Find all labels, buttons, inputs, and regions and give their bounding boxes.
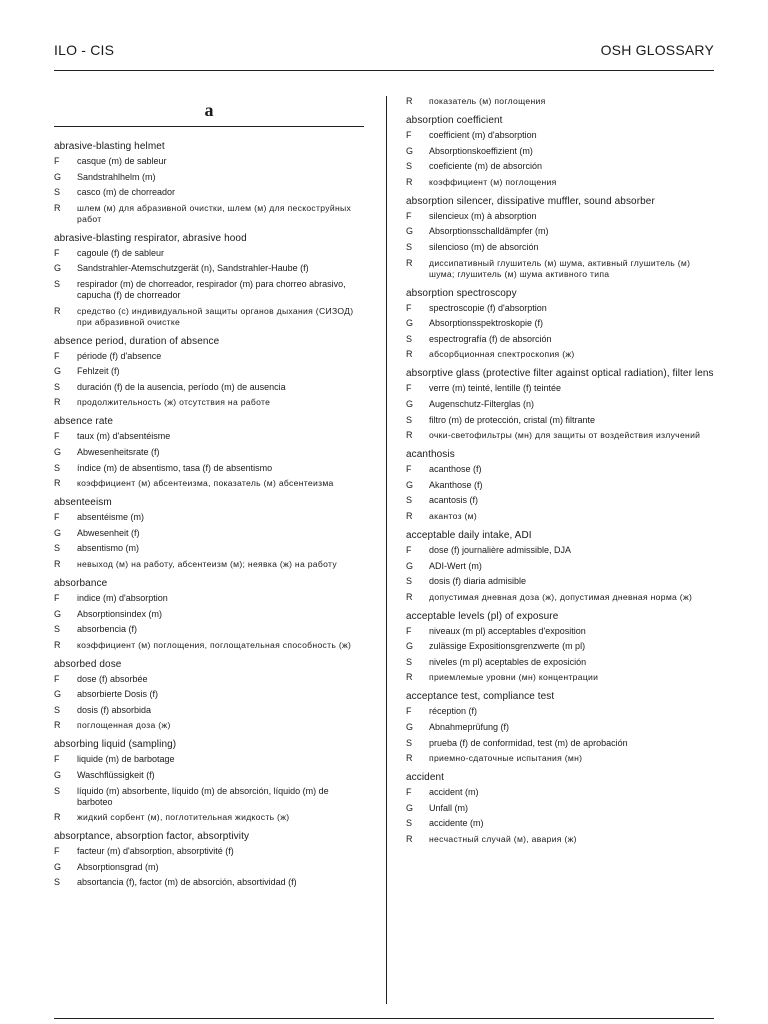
translation-text: coeficiente (m) de absorción: [429, 161, 543, 172]
language-code: S: [406, 495, 413, 506]
translation-row: [406, 722, 716, 733]
translation-text: несчастный случай (м), авария (ж): [429, 834, 577, 845]
language-code: F: [54, 846, 60, 857]
translation-text: réception (f): [429, 706, 478, 717]
translation-text: acanthose (f): [429, 464, 482, 475]
language-code: F: [406, 544, 412, 555]
translation-text: ADI-Wert (m): [429, 560, 482, 571]
glossary-entry: [406, 690, 716, 764]
language-code: R: [406, 96, 413, 106]
glossary-entry: [54, 496, 364, 570]
translation-text: Fehlzeit (f): [77, 366, 120, 377]
language-code: G: [54, 608, 62, 619]
translation-text: dose (f) absorbée: [77, 673, 148, 684]
translation-text: коэффициент (м) поглощения, поглощательная способность (ж): [77, 639, 352, 650]
right-column: [406, 96, 716, 1000]
translation-row: [406, 576, 716, 587]
translation-text: cagoule (f) de sableur: [77, 247, 165, 258]
translation-text: Sandstrahlhelm (m): [77, 171, 156, 182]
translation-row: [54, 528, 364, 539]
language-code: R: [406, 257, 413, 268]
translation-row: [54, 846, 364, 857]
translation-row: [54, 463, 364, 474]
translation-text: zulässige Expositionsgrenzwerte (m pl): [429, 641, 586, 652]
left-entries: [54, 140, 364, 888]
translation-text: очки-светофильтры (мн) для защиты от воздействия излучений: [429, 430, 701, 441]
language-code: R: [406, 672, 413, 683]
translation-text: Absorptionsschalldämpfer (m): [429, 226, 549, 237]
language-code: R: [54, 720, 61, 731]
translation-row: [406, 706, 716, 717]
language-code: F: [54, 431, 60, 442]
translation-text: casque (m) de sableur: [77, 156, 167, 166]
language-code: G: [54, 527, 62, 538]
section-letter: a: [54, 96, 364, 127]
entry-term: absenteeism: [54, 497, 112, 509]
entry-term: absorbance: [54, 577, 108, 589]
translation-text: Akanthose (f): [429, 479, 483, 490]
translation-row: [406, 511, 716, 522]
language-code: S: [54, 785, 61, 796]
language-code: S: [406, 333, 413, 344]
translation-row: [406, 738, 716, 749]
language-code: F: [54, 350, 60, 361]
entry-term: absence period, duration of absence: [54, 335, 220, 347]
glossary-entry: [406, 529, 716, 603]
translation-text: средство (с) индивидуальной защиты органов дыхания (СИЗОД) при абразивной очистке: [77, 305, 354, 327]
glossary-entry: [54, 658, 364, 732]
translation-text: filtro (m) de protección, cristal (m) filtrante: [429, 414, 596, 425]
language-code: F: [54, 592, 60, 603]
translation-text: respirador (m) de chorreador, respirador (m) para chorreo abrasivo, capucha (f) de chorreador: [77, 278, 346, 300]
language-code: G: [54, 366, 62, 377]
translation-row: [54, 248, 364, 259]
glossary-entry: [54, 830, 364, 888]
language-code: G: [406, 145, 414, 156]
glossary-entry: [406, 195, 716, 280]
translation-text: Unfall (m): [429, 802, 469, 813]
language-code: R: [406, 176, 413, 187]
translation-text: dose (f) journalière admissible, DJA: [429, 544, 572, 555]
translation-row: [54, 187, 364, 198]
language-code: G: [54, 861, 62, 872]
translation-row: [54, 812, 364, 823]
language-code: S: [406, 656, 413, 667]
translation-row: [406, 399, 716, 410]
glossary-entry: [54, 335, 364, 409]
language-code: S: [54, 543, 61, 554]
translation-text: acantosis (f): [429, 495, 479, 506]
glossary-entry: [406, 96, 716, 107]
translation-row: [406, 641, 716, 652]
glossary-entry: [54, 738, 364, 823]
translation-row: [406, 96, 716, 107]
translation-text: taux (m) d'absentéisme: [77, 431, 171, 442]
translation-row: [406, 753, 716, 764]
entry-term: absorption silencer, dissipative muffler, sound absorber: [406, 195, 655, 207]
translation-row: [54, 431, 364, 442]
translation-row: [54, 351, 364, 362]
translation-text: продолжительность (ж) отсутствия на работе: [77, 397, 271, 408]
glossary-entry: [54, 232, 364, 328]
translation-row: [54, 397, 364, 408]
translation-row: [406, 495, 716, 506]
language-code: S: [406, 414, 413, 425]
entry-term: absorption coefficient: [406, 115, 503, 126]
language-code: S: [54, 624, 61, 635]
translation-text: coefficient (m) d'absorption: [429, 130, 537, 140]
language-code: R: [54, 397, 61, 408]
language-code: G: [54, 263, 62, 274]
translation-text: prueba (f) de conformidad, test (m) de aprobación: [429, 737, 628, 748]
language-code: G: [54, 171, 62, 182]
translation-row: [406, 657, 716, 668]
glossary-entry: [406, 367, 716, 441]
translation-text: silencieux (m) à absorption: [429, 210, 537, 221]
translation-row: [54, 689, 364, 700]
header-title: OSH GLOSSARY: [600, 42, 714, 58]
translation-row: [54, 279, 364, 301]
language-code: G: [406, 318, 414, 329]
language-code: R: [406, 510, 413, 521]
translation-row: [54, 705, 364, 716]
language-code: G: [54, 689, 62, 700]
language-code: F: [54, 156, 60, 166]
translation-row: [54, 674, 364, 685]
translation-row: [54, 720, 364, 731]
translation-text: Absorptionsgrad (m): [77, 861, 159, 872]
translation-text: Absorptionskoeffizient (m): [429, 145, 533, 156]
translation-row: [406, 480, 716, 491]
translation-row: [406, 672, 716, 683]
translation-text: Waschflüssigkeit (f): [77, 770, 155, 781]
language-code: F: [54, 754, 60, 765]
translation-text: líquido (m) absorbente, líquido (m) de absorción, líquido (m) de barboteo: [77, 785, 329, 807]
translation-text: espectrografía (f) de absorción: [429, 333, 552, 344]
translation-text: приемно-сдаточные испытания (мн): [429, 753, 583, 764]
translation-text: facteur (m) d'absorption, absorptivité (f): [77, 846, 234, 857]
translation-text: жидкий сорбент (м), поглотительная жидкость (ж): [77, 812, 290, 823]
translation-text: indice (m) d'absorption: [77, 592, 168, 603]
column-divider: [386, 96, 387, 1004]
translation-row: [54, 559, 364, 570]
translation-text: absorbencia (f): [77, 624, 138, 635]
translation-row: [54, 770, 364, 781]
translation-row: [54, 156, 364, 167]
entry-term: absorbed dose: [54, 658, 122, 670]
translation-row: [54, 624, 364, 635]
translation-row: [54, 172, 364, 183]
entry-term: abrasive-blasting helmet: [54, 141, 165, 152]
translation-text: liquide (m) de barbotage: [77, 754, 175, 765]
translation-text: невыход (м) на работу, абсентеизм (м); неявка (ж) на работу: [77, 558, 337, 569]
translation-text: niveles (m pl) aceptables de exposición: [429, 656, 587, 667]
translation-text: verre (m) teinté, lentille (f) teintée: [429, 383, 562, 394]
language-code: F: [406, 625, 412, 636]
entry-term: absence rate: [54, 416, 114, 428]
language-code: G: [406, 226, 414, 237]
language-code: G: [54, 770, 62, 781]
translation-row: [406, 349, 716, 360]
translation-text: Abwesenheit (f): [77, 527, 140, 538]
language-code: S: [54, 278, 61, 289]
entry-term: acceptable daily intake, ADI: [406, 529, 532, 541]
language-code: F: [54, 247, 60, 258]
translation-row: [54, 609, 364, 620]
translation-text: dosis (f) absorbida: [77, 704, 152, 715]
entry-term: absorbing liquid (sampling): [54, 739, 177, 751]
language-code: R: [54, 558, 61, 569]
translation-text: accidente (m): [429, 818, 484, 829]
translation-row: [54, 447, 364, 458]
translation-text: акантоз (м): [429, 510, 478, 521]
language-code: G: [406, 641, 414, 652]
translation-text: niveaux (m pl) acceptables d'exposition: [429, 625, 586, 636]
language-code: F: [406, 210, 412, 221]
language-code: G: [406, 479, 414, 490]
translation-text: Sandstrahler-Atemschutzgerät (n), Sandstrahler-Haube (f): [77, 263, 309, 274]
translation-row: [406, 226, 716, 237]
translation-row: [54, 263, 364, 274]
language-code: G: [406, 802, 414, 813]
language-code: G: [406, 560, 414, 571]
glossary-entry: [406, 771, 716, 845]
translation-row: [406, 242, 716, 253]
language-code: F: [406, 383, 412, 394]
translation-text: шлем (м) для абразивной очистки, шлем (м) для пескоструйных работ: [77, 202, 352, 224]
language-code: F: [406, 302, 412, 313]
language-code: F: [54, 512, 60, 523]
translation-row: [406, 430, 716, 441]
translation-text: абсорбционная спектроскопия (ж): [429, 349, 575, 360]
translation-row: [54, 862, 364, 873]
glossary-entry: [406, 287, 716, 361]
glossary-entry: [54, 415, 364, 489]
entry-term: absorption spectroscopy: [406, 287, 517, 299]
language-code: F: [406, 464, 412, 475]
language-code: G: [54, 446, 62, 457]
translation-row: [406, 464, 716, 475]
language-code: F: [406, 706, 412, 717]
translation-row: [406, 834, 716, 845]
translation-row: [406, 803, 716, 814]
translation-text: índice (m) de absentismo, tasa (f) de absentismo: [77, 462, 273, 473]
language-code: G: [406, 722, 414, 733]
translation-row: [406, 561, 716, 572]
translation-row: [406, 415, 716, 426]
translation-text: dosis (f) diaria admisible: [429, 576, 527, 587]
language-code: S: [54, 462, 61, 473]
translation-text: диссипативный глушитель (м) шума, активный глушитель (м) шума; глушитель (м) шума активного типа: [429, 257, 691, 279]
glossary-entry: [54, 577, 364, 651]
language-code: S: [406, 161, 413, 172]
translation-row: [406, 318, 716, 329]
language-code: S: [406, 241, 413, 252]
translation-text: silencioso (m) de absorción: [429, 241, 539, 252]
translation-text: приемлемые уровни (мн) концентрации: [429, 672, 599, 683]
language-code: S: [54, 381, 61, 392]
translation-text: показатель (м) поглощения: [429, 96, 546, 106]
language-code: F: [406, 130, 412, 140]
translation-text: Abnahmeprüfung (f): [429, 722, 510, 733]
glossary-entry: [406, 448, 716, 522]
left-column: [54, 96, 364, 1000]
entry-term: acceptance test, compliance test: [406, 691, 555, 703]
language-code: F: [406, 787, 412, 798]
language-code: R: [406, 430, 413, 441]
language-code: R: [54, 639, 61, 650]
translation-text: période (f) d'absence: [77, 350, 162, 361]
language-code: F: [54, 673, 60, 684]
language-code: G: [406, 398, 414, 409]
translation-text: casco (m) de chorreador: [77, 187, 176, 198]
entry-term: absorptive glass (protective filter against optical radiation), filter lens: [406, 368, 714, 380]
translation-row: [54, 754, 364, 765]
language-code: S: [54, 704, 61, 715]
translation-text: absentismo (m): [77, 543, 140, 554]
translation-row: [54, 203, 364, 225]
language-code: R: [54, 812, 61, 823]
translation-text: absorbierte Dosis (f): [77, 689, 159, 700]
translation-row: [406, 592, 716, 603]
translation-row: [406, 161, 716, 172]
right-entries: [406, 96, 716, 845]
translation-text: Absorptionsspektroskopie (f): [429, 318, 544, 329]
translation-row: [54, 512, 364, 523]
translation-text: допустимая дневная доза (ж), допустимая дневная норма (ж): [429, 591, 693, 602]
translation-row: [54, 640, 364, 651]
language-code: R: [406, 591, 413, 602]
translation-row: [54, 306, 364, 328]
translation-text: Augenschutz-Filterglas (n): [429, 398, 535, 409]
translation-row: [406, 626, 716, 637]
translation-row: [406, 146, 716, 157]
language-code: S: [54, 187, 61, 198]
translation-row: [406, 334, 716, 345]
language-code: S: [406, 737, 413, 748]
translation-row: [406, 545, 716, 556]
language-code: S: [406, 576, 413, 587]
translation-row: [54, 593, 364, 604]
translation-row: [406, 177, 716, 188]
entry-term: acanthosis: [406, 449, 455, 461]
page-header: [54, 42, 714, 71]
translation-text: accident (m): [429, 787, 479, 798]
language-code: R: [54, 478, 61, 489]
translation-row: [54, 478, 364, 489]
language-code: S: [54, 877, 61, 888]
translation-text: коэффициент (м) поглощения: [429, 176, 557, 187]
translation-text: duración (f) de la ausencia, período (m) de ausencia: [77, 381, 286, 392]
glossary-entry: [406, 114, 716, 188]
footer-rule: [54, 1018, 714, 1019]
language-code: R: [54, 305, 61, 316]
glossary-entry: [406, 610, 716, 684]
language-code: R: [406, 349, 413, 360]
language-code: R: [54, 202, 61, 213]
translation-row: [406, 130, 716, 141]
translation-text: absentéisme (m): [77, 512, 145, 523]
translation-row: [54, 877, 364, 888]
entry-term: acceptable levels (pl) of exposure: [406, 610, 559, 622]
translation-text: absortancia (f), factor (m) de absorción, absortividad (f): [77, 877, 297, 888]
translation-row: [54, 543, 364, 554]
translation-text: Abwesenheitsrate (f): [77, 446, 160, 457]
translation-row: [54, 366, 364, 377]
translation-row: [406, 787, 716, 798]
translation-row: [54, 786, 364, 808]
translation-row: [406, 258, 716, 280]
translation-row: [54, 382, 364, 393]
entry-term: abrasive-blasting respirator, abrasive hood: [54, 232, 247, 244]
language-code: R: [406, 753, 413, 764]
language-code: S: [406, 818, 413, 829]
translation-row: [406, 211, 716, 222]
translation-row: [406, 818, 716, 829]
translation-text: spectroscopie (f) d'absorption: [429, 302, 547, 313]
translation-text: поглощенная доза (ж): [77, 720, 171, 731]
translation-text: коэффициент (м) абсентеизма, показатель (м) абсентеизма: [77, 478, 334, 489]
entry-term: accident: [406, 772, 445, 784]
glossary-entry: [54, 140, 364, 225]
translation-row: [406, 303, 716, 314]
header-publisher: ILO - CIS: [54, 42, 115, 58]
translation-text: Absorptionsindex (m): [77, 608, 163, 619]
entry-term: absorptance, absorption factor, absorptivity: [54, 831, 250, 843]
language-code: R: [406, 834, 413, 845]
translation-row: [406, 383, 716, 394]
